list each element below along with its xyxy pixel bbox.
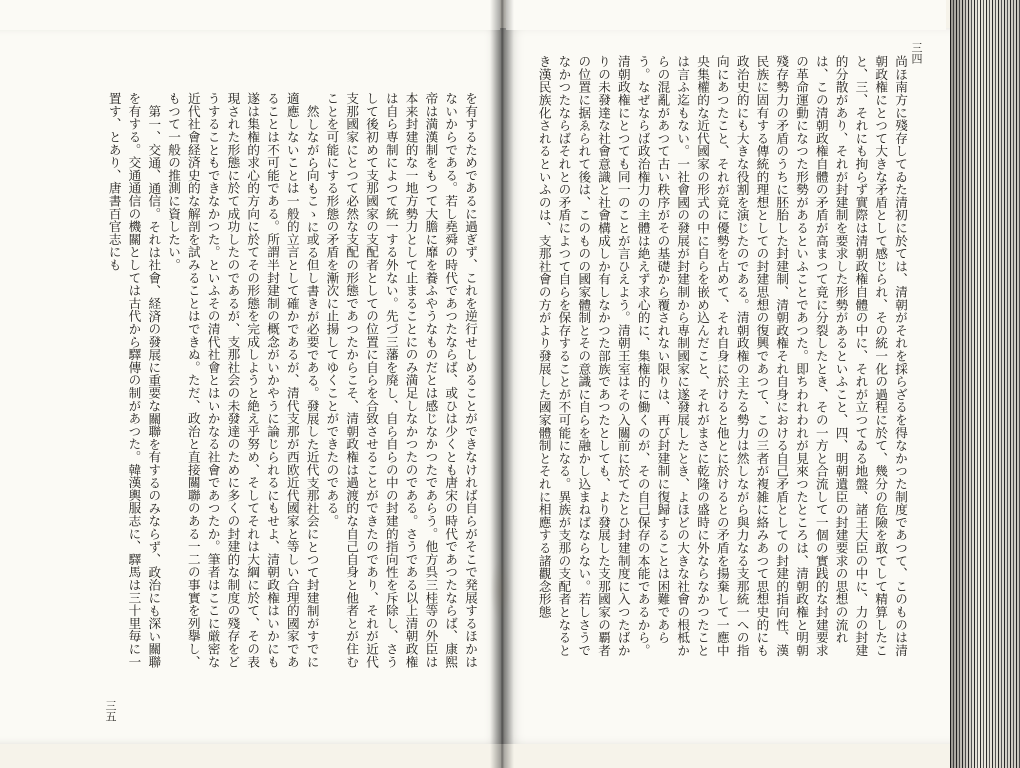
page-edge-stack — [950, 0, 1020, 768]
right-page-text — [522, 55, 910, 662]
right-page-number: 三四 — [910, 42, 923, 64]
right-paragraph: 尚ほ南方に殘存してゐた清初に於ては、清朝がそれを採らざるを得なかつた制度であつて、このものは清朝政権にとつて大きな矛盾として感じられ、その統一化の過程に於て、幾分の危險を敢てして精算したこと、三、それにも拘らず實際は清朝政権自體の中に、それが立つてゐる地盤、諸王大臣の中に、力の封建的分散があり、それが封建制を要求した形勢があるといふこと、四、明朝遺臣の封建要求の思想の流れは、この清朝政権自體の矛盾が高まつて竟に分裂したとき、その一方と合流して一個の實践的な封建要求の革命運動になつた形勢があるといふことであつた。即ちわれわれが見來つたところは、清朝政権と明朝殘存勢力の矛盾のうちに胚胎した封建制、清朝政権それ自身における自己矛盾としての封建的指向性、漢民族に固有する傳統的理想としての封建思想の復興であつて、この三者が複雑に絡みあつて思想史的にも政治史的にも大きな役割を演じたのである。清朝政権の主たる勢力は然しながら與力なる支那統一への指向にあつたこと、それが竟に優勢を占めて、それ自身に於けると他とに於けるとの矛盾を揚棄して一應中央集權的な近代國家の形式の中に自らを嵌め込んだこと、それがまさに乾隆の盛時に外ならなかつたことは言ふ迄もない。一社會國の發展が封建制から専制國家に遂發展したとき、よほどの大きな社會の根柢からの混亂があつて古い秩序がその基礎から覆されない限りは、再び封建制に復歸することは困難であらう。なぜならば政治権力の主體は絶えず求心的に、集権的に働くのが、その自己保存の本能であるから。清朝政権にとつても同一のことが言ひえよう。清朝王室はその入關前に於てたとひ封建制度に入つたばかりの未發達な社會意識と社會構成しか有しなかつた部族であつたとしても、より發展した支那國家の覇者の位置に据ゑられて後は、このものの國家體制とその意識に自らを融かし込まねばならない。若しさうでなかつたならばそれとの矛盾によつて自らを保存することが不可能になる。異族が支那の支配者となるとき漢民族化されるといふのは、支那社會の方がより發展した國家體制とそれに相應する諸觀念形態 — [536, 55, 908, 657]
left-paragraph: 第一、交通、通信。それは社會、経済の發展に重要な關聯を有するのみならず、政治にも深い關聯を有する。交通通信の機關としては古代から驛傳の制があつた。韓漢輿服志に、驛馬は三十里毎に一置す、とあり、唐書百官志にも — [106, 92, 162, 668]
left-paragraph: 然しながら向もこゝに或る但し書きが必要である。發展した近代支那社会にとつて封建制がすでに適應しないことは一般的立言として確かであるが、清代支那が西欧近代國家と等しい合理的國家であることは不可能である。所謂半封建制の概念がいかやうに論じられるにもせよ、清朝政権はいかにも遂は集権的求心的方向に於てその形態を完成しようと絶え乎努め、そしてそれは大綱に於て、その表現された形態に於て成功したのであるが、支那社会の未發達のために多くの封建的な制度の殘存をどうすることもできなかつた。といふその清代社會とはいかなる社會であつたか。筆者はここに厳密な近代社會経済史的な解剖を試みることはできぬ。ただ、政治と直接關聯のある一二の事實を列擧し、もつて一般の推測に資したい。 — [166, 92, 320, 668]
right-page-top-margin — [506, 0, 946, 30]
left-page-text — [102, 92, 480, 672]
left-page-top-margin — [0, 0, 500, 30]
paper-stain — [490, 560, 510, 620]
book-gutter — [490, 0, 514, 768]
left-page-number: 三五 — [104, 700, 117, 722]
left-paragraph: を有するためであるに過ぎず、これを逆行せしめることができなければ自らがそこで発展するほかはないからである。若し堯舜の時代であつたならば、或ひは少くとも唐宋の時代であつたならば、康熙帝は満漢制をもつて大膽に靡を養ふやうなものだとは感じなかつたであらう。他方呉三桂等の外臣は本来封建的な一地方勢力として止まることにのみ満足しなかつたのである。さうである以上清朝政権は自ら専制によつて統一する外ない。先づ三藩を廃し、自ら自らの中の封建的指向性を斥除し、さうして後初めて支那國家の支配者としての位置に自らを合致させることができたのであり、それが近代支那國家にとつて必然な支配の形態であつたからこそ、清朝政権は過渡的な自己自身と他者とが住むことを可能にする形態の矛盾を漸次に止揚してゆくことができたのである。 — [324, 92, 478, 668]
